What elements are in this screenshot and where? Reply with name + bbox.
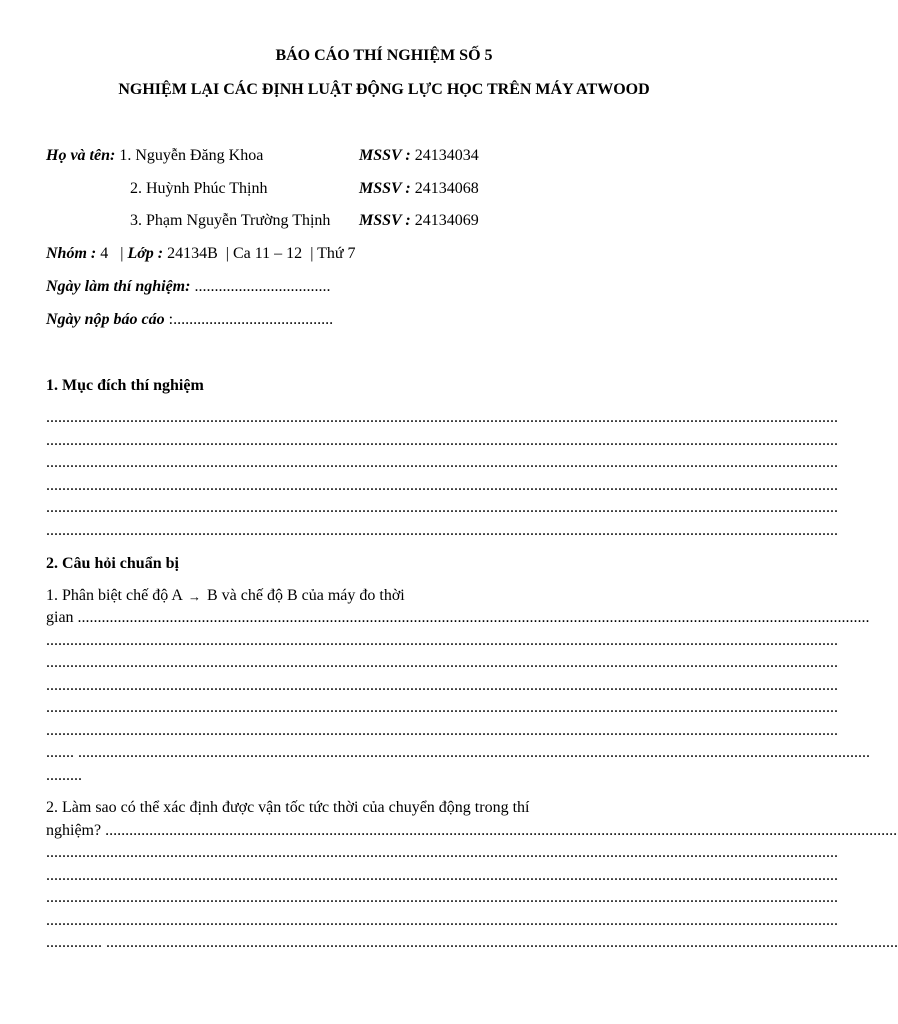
answer-dotted-line: ...................................................................................................................................................................................................... xyxy=(46,722,838,739)
answer-dotted-line: ...................................................................................................................................................................................................... xyxy=(77,609,870,626)
answer-dotted-line: ...................................................................................................................................................................................................... xyxy=(46,844,838,861)
answer-dotted-line: ...................................................................................................................................................................................................... xyxy=(46,454,838,471)
separator: | xyxy=(120,245,124,262)
submit-date-value: :........................................ xyxy=(168,311,334,328)
member-2-name: 2. Huỳnh Phúc Thịnh xyxy=(130,180,268,197)
answer-dotted-tail: ......... xyxy=(46,767,82,784)
answer-dotted-line: ...................................................................................................................................................................................................... xyxy=(106,934,898,951)
answer-dotted-line-split xyxy=(46,743,870,763)
answer-dotted-line: ...................................................................................................................................................................................................... xyxy=(46,699,838,716)
right-arrow-icon: → xyxy=(187,589,201,604)
answer-dotted-line: ...................................................................................................................................................................................................... xyxy=(46,409,838,426)
answer-dotted-line: ...................................................................................................................................................................................................... xyxy=(46,889,838,906)
submit-date-label: Ngày nộp báo cáo xyxy=(46,311,165,328)
question-1 xyxy=(46,586,405,606)
answer-dotted-line: ...................................................................................................................................................................................................... xyxy=(46,432,838,449)
member-3-name: 3. Phạm Nguyễn Trường Thịnh xyxy=(130,212,331,229)
submit-date-line xyxy=(46,310,333,330)
mssv-value: 24134068 xyxy=(414,180,479,197)
name-label xyxy=(46,146,263,166)
answer-dotted-line: ...................................................................................................................................................................................................... xyxy=(46,499,838,516)
answer-dotted-line: ...................................................................................................................................................................................................... xyxy=(46,477,838,494)
answer-dotted-line: ...................................................................................................................................................................................................... xyxy=(105,822,898,839)
section1-heading: 1. Mục đích thí nghiệm xyxy=(46,377,204,394)
mssv-value: 24134069 xyxy=(414,212,479,229)
group-value: 4 xyxy=(100,245,109,262)
group-label: Nhóm : xyxy=(46,245,97,262)
class-value: 24134B xyxy=(167,245,218,262)
question-1-part2: B và chế độ B của máy đo thời xyxy=(206,587,405,604)
answer-dotted-line: ...................................................................................................................................................................................................... xyxy=(78,744,870,761)
short-dots: ....... xyxy=(46,744,74,761)
answer-dotted-line: ...................................................................................................................................................................................................... xyxy=(46,632,838,649)
answer-dotted-line: ...................................................................................................................................................................................................... xyxy=(46,867,838,884)
member-3-mssv xyxy=(359,211,479,231)
mssv-label: MSSV : xyxy=(359,180,411,197)
answer-dotted-line: ...................................................................................................................................................................................................... xyxy=(46,654,838,671)
report-title: BÁO CÁO THÍ NGHIỆM SỐ 5 xyxy=(275,47,493,64)
experiment-date-line xyxy=(46,277,330,297)
mssv-label: MSSV : xyxy=(359,147,411,164)
name-label-text: Họ và tên: xyxy=(46,147,116,164)
member-2-mssv xyxy=(359,179,479,199)
short-dots: .............. xyxy=(46,934,102,951)
section2-heading: 2. Câu hỏi chuẩn bị xyxy=(46,555,179,572)
experiment-date-value: .................................. xyxy=(194,278,331,295)
answer-dotted-line: ...................................................................................................................................................................................................... xyxy=(46,522,838,539)
day-value: | Thứ 7 xyxy=(310,245,356,262)
mssv-label: MSSV : xyxy=(359,212,411,229)
answer-dotted-line: ...................................................................................................................................................................................................... xyxy=(46,912,838,929)
mssv-value: 24134034 xyxy=(414,147,479,164)
question-1-continuation: gian xyxy=(46,609,74,626)
report-subtitle: NGHIỆM LẠI CÁC ĐỊNH LUẬT ĐỘNG LỰC HỌC TRÊN MÁY ATWOOD xyxy=(118,81,650,98)
member-1-mssv xyxy=(359,146,479,166)
experiment-date-label: Ngày làm thí nghiệm: xyxy=(46,278,191,295)
question-2: 2. Làm sao có thể xác định được vận tốc tức thời của chuyển động trong thí xyxy=(46,799,530,816)
question-2-line2 xyxy=(46,821,898,841)
member-1-name: 1. Nguyễn Đăng Khoa xyxy=(119,147,264,164)
question-1-part1: 1. Phân biệt chế độ A xyxy=(46,587,182,604)
group-class-line xyxy=(46,244,356,264)
class-label: Lớp : xyxy=(127,245,164,262)
answer-dotted-line-split xyxy=(46,933,898,953)
question-1-line2 xyxy=(46,608,870,628)
answer-dotted-line: ...................................................................................................................................................................................................... xyxy=(46,677,838,694)
question-2-continuation: nghiệm? xyxy=(46,822,102,839)
shift-value: | Ca 11 – 12 xyxy=(225,245,303,262)
